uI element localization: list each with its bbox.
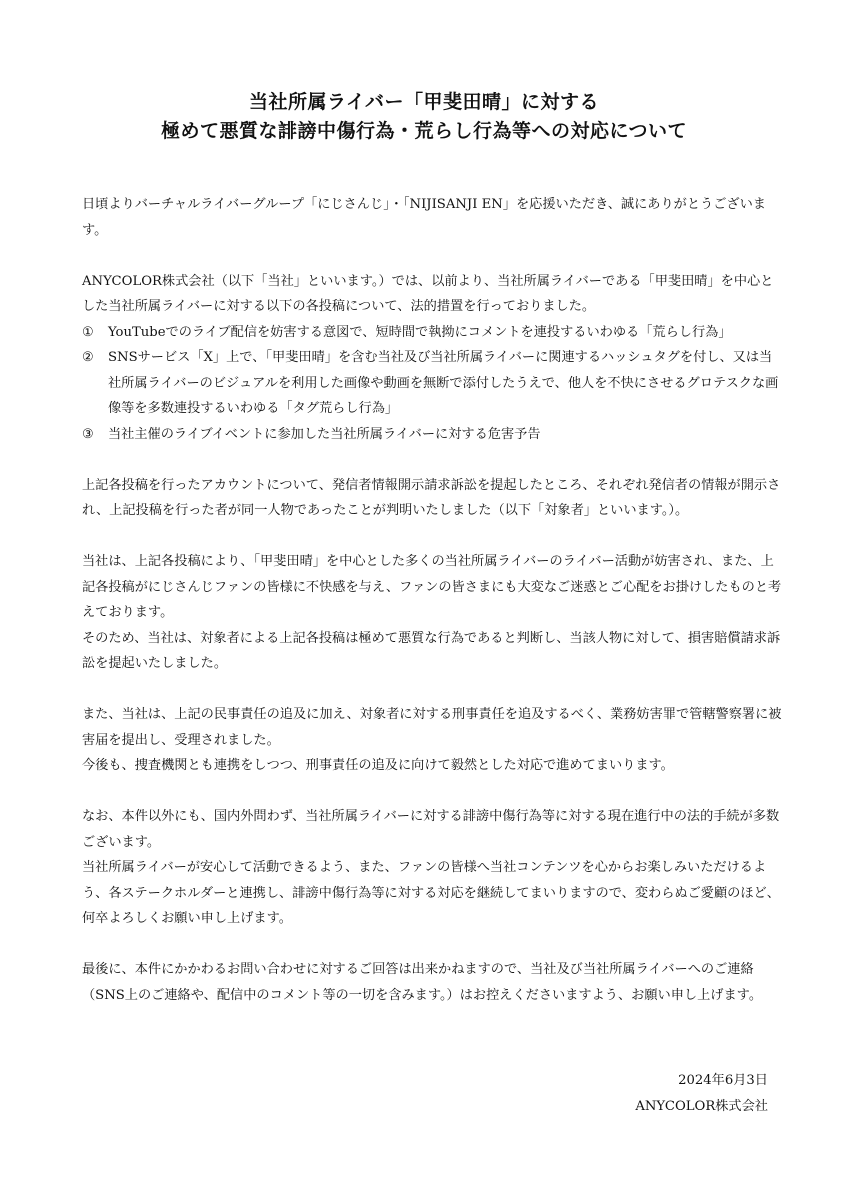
list-item-text: SNSサービス「X」上で、「甲斐田晴」を含む当社及び当社所属ライバーに関連するハッシュタグを付し、又は当社所属ライバーのビジュアルを利用した画像や動画を無断で添付したうえで、他人を不快にさせるグロテスクな画像等を多数連投するいわゆる「タグ荒らし行為」 xyxy=(108,350,779,416)
list-item-number: ① xyxy=(82,324,94,340)
paragraph-gap xyxy=(82,932,782,958)
investigation-paragraph: 今後も、捜査機関とも連携をしつつ、刑事責任の追及に向けて毅然とした対応で進めてまいります。 xyxy=(82,758,674,773)
company-name: ANYCOLOR株式会社 xyxy=(635,1098,768,1114)
criminal-paragraph: また、当社は、上記の民事責任の追及に加え、対象者に対する刑事責任を追及するべく、業務妨害罪で管轄警察署に被害届を提出し、受理されました。 xyxy=(82,707,782,748)
title-line-2: 極めて悪質な誹謗中傷行為・荒らし行為等への対応について xyxy=(160,120,688,142)
document-title xyxy=(0,88,848,146)
list-item-text: 当社主催のライブイベントに参加した当社所属ライバーに対する危害予告 xyxy=(108,426,541,442)
other-proceedings-paragraph: なお、本件以外にも、国内外問わず、当社所属ライバーに対する誹謗中傷行為等に対する現在進行中の法的手続が多数ございます。 xyxy=(82,809,780,850)
paragraph-gap xyxy=(82,779,782,805)
disclosure-paragraph: 上記各投稿を行ったアカウントについて、発信者情報開示請求訴訟を提起したところ、それぞれ発信者の情報が開示され、上記投稿を行った者が同一人物であったことが判明いたしました（以下「対象者」といいます。）。 xyxy=(82,477,781,518)
paragraph-gap xyxy=(82,243,782,269)
list-item-number: ③ xyxy=(82,426,94,442)
list-item xyxy=(82,422,782,448)
list-item-text: YouTubeでのライブ配信を妨害する意図で、短時間で執拗にコメントを連投するいわゆる「荒らし行為」 xyxy=(108,324,732,340)
paragraph-gap xyxy=(82,677,782,703)
paragraph-gap xyxy=(82,524,782,550)
greeting-paragraph: 日頃よりバーチャルライバーグループ「にじさんじ」・「NIJISANJI EN」を応援いただき、誠にありがとうございます。 xyxy=(82,197,766,238)
intro-paragraph: ANYCOLOR株式会社（以下「当社」といいます。）では、以前より、当社所属ライバーである「甲斐田晴」を中心とした当社所属ライバーに対する以下の各投稿について、法的措置を行っておりました。 xyxy=(82,273,774,314)
issue-date: 2024年6月3日 xyxy=(678,1073,768,1088)
damage-paragraph: 当社は、上記各投稿により、「甲斐田晴」を中心とした多くの当社所属ライバーのライバー活動が妨害され、また、上記各投稿がにじさんじファンの皆様に不快感を与え、ファンの皆さまにも大変なご迷惑とご心配をお掛けしたものと考えております。 xyxy=(82,554,782,620)
paragraph-gap xyxy=(82,447,782,473)
list-item-number: ② xyxy=(82,350,94,365)
closing-paragraph: 最後に、本件にかかわるお問い合わせに対するご回答は出来かねますので、当社及び当社所属ライバーへのご連絡（SNS上のご連絡や、配信中のコメント等の一切を含みます。）はお控えくださいますよう、お願い申し上げます。 xyxy=(82,962,763,1003)
document-body xyxy=(82,192,782,1008)
continuation-paragraph: 当社所属ライバーが安心して活動できるよう、また、ファンの皆様へ当社コンテンツを心からお楽しみいただけるよう、各ステークホルダーと連携し、誹謗中傷行為等に対する対応を継続してまいりますので、変わらぬご愛顧のほど、何卒よろしくお願い申し上げます。 xyxy=(82,860,780,926)
title-line-1: 当社所属ライバー「甲斐田晴」に対する xyxy=(248,91,600,113)
list-item xyxy=(82,320,782,346)
signature-block xyxy=(635,1068,768,1119)
list-item xyxy=(82,345,782,422)
lawsuit-paragraph: そのため、当社は、対象者による上記各投稿は極めて悪質な行為であると判断し、当該人物に対して、損害賠償請求訴訟を提起いたしました。 xyxy=(82,630,781,671)
